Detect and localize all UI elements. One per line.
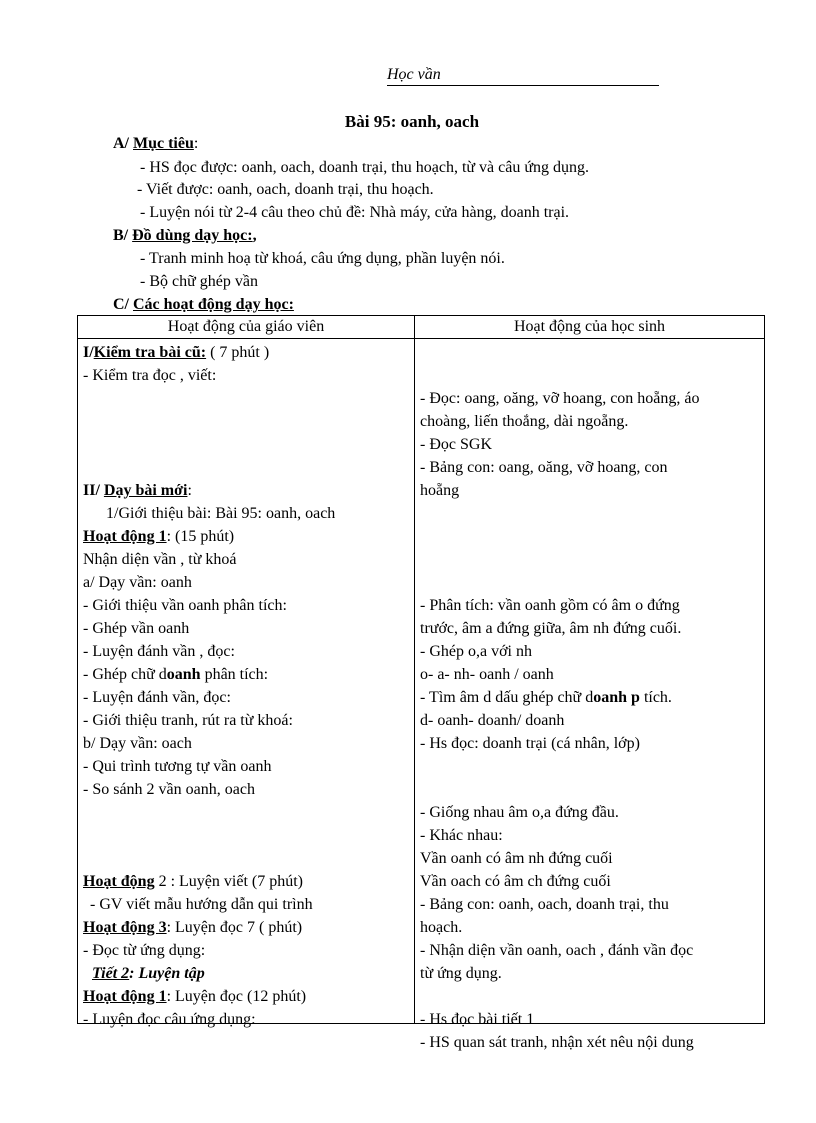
- student-line: hoẵng: [420, 482, 460, 499]
- teacher-line: Hoạt động 3: Luyện đọc 7 ( phút): [83, 919, 303, 936]
- student-line: - Phân tích: vần oanh gồm có âm o đứng: [420, 597, 680, 614]
- teacher-line: - Đọc từ ứng dụng:: [83, 942, 206, 959]
- teacher-line: Tiết 2: Luyện tập: [92, 965, 205, 982]
- teacher-line: - So sánh 2 vần oanh, oach: [83, 781, 255, 798]
- teacher-line: - Luyện đánh vần, đọc:: [83, 689, 231, 706]
- teacher-line: - GV viết mẫu hướng dẫn qui trình: [90, 896, 313, 913]
- teacher-line: - Giới thiệu vần oanh phân tích:: [83, 597, 287, 614]
- student-line: - Đọc: oang, oăng, vỡ hoang, con hoẵng, áo: [420, 390, 700, 407]
- objective-item-2: - Viết được: oanh, oach, doanh trại, thu hoạch.: [137, 181, 434, 198]
- section-a-heading: A/ Mục tiêu:: [113, 135, 199, 152]
- student-line: - HS quan sát tranh, nhận xét nêu nội dung: [420, 1034, 694, 1051]
- teacher-line: b/ Dạy vần: oach: [83, 735, 192, 752]
- teacher-line: I/Kiểm tra bài cũ: ( 7 phút ): [83, 344, 270, 361]
- objective-item-1: - HS đọc được: oanh, oach, doanh trại, thu hoạch, từ và câu ứng dụng.: [140, 159, 590, 176]
- subject-underline: [387, 85, 659, 86]
- student-line: - Đọc SGK: [420, 436, 492, 453]
- student-line: - Khác nhau:: [420, 827, 503, 844]
- teacher-line: - Giới thiệu tranh, rút ra từ khoá:: [83, 712, 293, 729]
- teacher-line: II/ Dạy bài mới:: [83, 482, 192, 499]
- activities-table: [77, 315, 765, 1051]
- teacher-line: - Ghép chữ doanh phân tích:: [83, 666, 269, 683]
- student-line: - Bảng con: oang, oăng, vỡ hoang, con: [420, 459, 668, 476]
- subject-title: Học vần: [387, 66, 441, 83]
- student-line: Vần oanh có âm nh đứng cuối: [420, 850, 613, 867]
- student-line: hoạch.: [420, 919, 463, 936]
- teacher-line: - Luyện đọc câu ứng dụng:: [83, 1011, 256, 1028]
- student-line: - Nhận diện vần oanh, oach , đánh vần đọc: [420, 942, 694, 959]
- student-line: Vần oach có âm ch đứng cuối: [420, 873, 611, 890]
- student-column-header: Hoạt động của học sinh: [415, 316, 765, 339]
- materials-item-1: - Tranh minh hoạ từ khoá, câu ứng dụng, phần luyện nói.: [140, 250, 505, 267]
- teacher-activities: [78, 339, 414, 1028]
- teacher-line: Hoạt động 2 : Luyện viết (7 phút): [83, 873, 303, 890]
- teacher-line: - Luyện đánh vần , đọc:: [83, 643, 235, 660]
- materials-item-2: - Bộ chữ ghép vần: [140, 273, 258, 290]
- lesson-title: Bài 95: oanh, oach: [344, 112, 480, 131]
- student-line: - Ghép o,a với nh: [420, 643, 532, 660]
- student-line: từ ứng dụng.: [420, 965, 502, 982]
- teacher-line: Nhận diện vần , từ khoá: [83, 551, 237, 568]
- student-line: trước, âm a đứng giữa, âm nh đứng cuối.: [420, 620, 682, 637]
- teacher-line: - Kiểm tra đọc , viết:: [83, 367, 217, 384]
- student-line: choàng, liến thoắng, dài ngoẵng.: [420, 413, 629, 430]
- student-line: o- a- nh- oanh / oanh: [420, 666, 554, 683]
- student-line: - Tìm âm d dấu ghép chữ doanh p tích.: [420, 689, 672, 706]
- teacher-line: Hoạt động 1: Luyện đọc (12 phút): [83, 988, 307, 1005]
- teacher-column-header: Hoạt động của giáo viên: [78, 316, 415, 339]
- teacher-line: - Qui trình tương tự vần oanh: [83, 758, 272, 775]
- teacher-line: a/ Dạy vần: oanh: [83, 574, 192, 591]
- section-b-heading: B/ Đồ dùng dạy học:,: [113, 227, 257, 244]
- student-line: d- oanh- doanh/ doanh: [420, 712, 565, 729]
- objective-item-3: - Luyện nói từ 2-4 câu theo chủ đề: Nhà máy, cửa hàng, doanh trại.: [140, 204, 570, 221]
- section-c-heading: C/ Các hoạt động dạy học:: [113, 296, 294, 313]
- student-activities: [415, 339, 764, 1051]
- student-line: - Hs đọc bài tiết 1: [420, 1011, 535, 1028]
- teacher-line: - Ghép vần oanh: [83, 620, 190, 637]
- student-line: - Hs đọc: doanh trại (cá nhân, lớp): [420, 735, 640, 752]
- student-line: - Bảng con: oanh, oach, doanh trại, thu: [420, 896, 669, 913]
- teacher-line: 1/Giới thiệu bài: Bài 95: oanh, oach: [106, 505, 336, 522]
- student-line: - Giống nhau âm o,a đứng đầu.: [420, 804, 619, 821]
- teacher-line: Hoạt động 1: (15 phút): [83, 528, 235, 545]
